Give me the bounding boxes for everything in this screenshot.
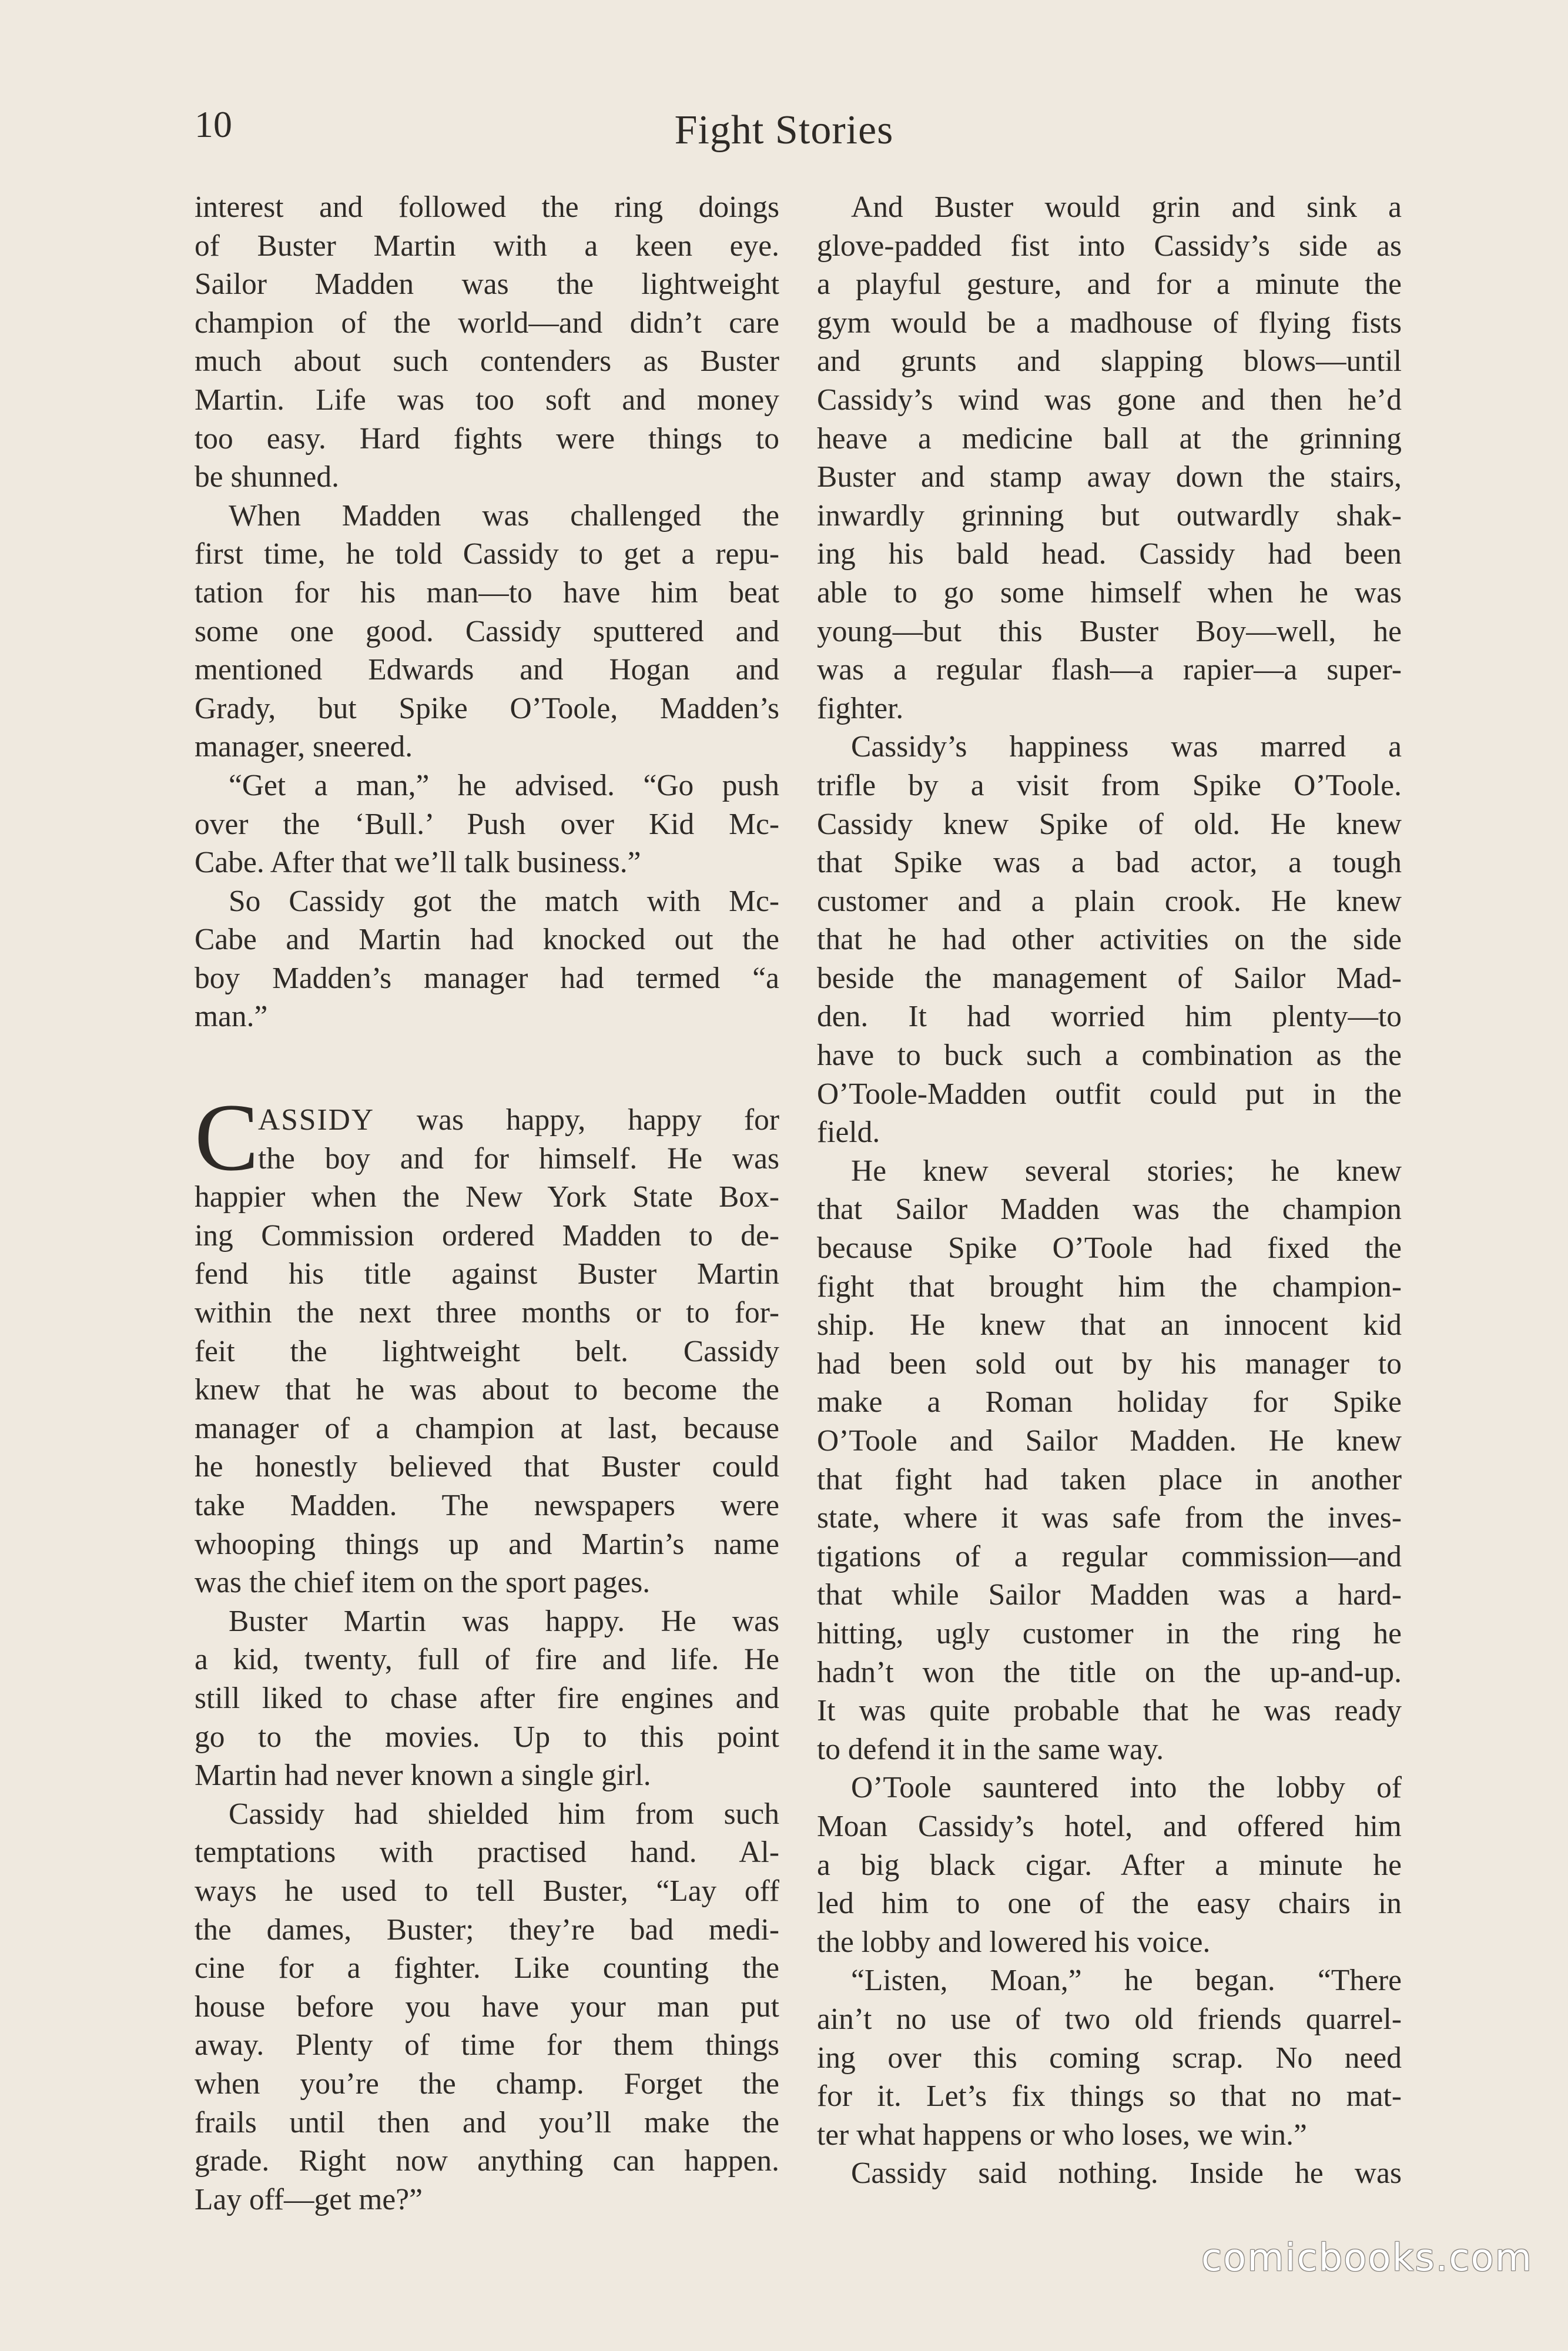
text-line: frails until then and you’ll make the xyxy=(195,2105,779,2139)
text-line: was the chief item on the sport pages. xyxy=(195,1566,651,1600)
text-line: trifle by a visit from Spike O’Toole. xyxy=(817,768,1402,802)
text-line: that he had other activities on the side xyxy=(817,923,1402,957)
text-line: because Spike O’Toole had fixed the xyxy=(817,1231,1402,1265)
text-line: Cassidy’s happiness was marred a xyxy=(851,730,1402,764)
text-line: Martin had never known a single girl. xyxy=(195,1759,651,1793)
text-line: able to go some himself when he was xyxy=(817,575,1402,609)
text-line: Cassidy said nothing. Inside he was xyxy=(851,2156,1402,2191)
text-line: whooping things up and Martin’s name xyxy=(195,1527,779,1561)
text-line: “Get a man,” he advised. “Go push xyxy=(229,768,779,802)
text-line: O’Toole-Madden outfit could put in the xyxy=(817,1077,1402,1111)
text-line: away. Plenty of time for them things xyxy=(195,2028,779,2062)
text-line: Martin. Life was too soft and money xyxy=(195,383,779,417)
text-line: Buster Martin was happy. He was xyxy=(229,1604,779,1638)
text-line: that Spike was a bad actor, a tough xyxy=(817,846,1402,880)
text-line: and grunts and slapping blows—until xyxy=(817,344,1402,379)
text-line: ship. He knew that an innocent kid xyxy=(817,1308,1402,1342)
text-line: much about such contenders as Buster xyxy=(195,344,779,379)
text-line: man.” xyxy=(195,1000,268,1034)
text-line: ter what happens or who loses, we win.” xyxy=(817,2118,1307,2152)
text-line: ing his bald head. Cassidy had been xyxy=(817,537,1402,571)
text-line: field. xyxy=(817,1116,880,1150)
text-line: grade. Right now anything can happen. xyxy=(195,2144,779,2178)
text-line: ways he used to tell Buster, “Lay off xyxy=(195,1874,779,1908)
text-line: was a regular flash—a rapier—a super- xyxy=(817,653,1402,687)
text-line: had been sold out by his manager to xyxy=(817,1347,1402,1381)
text-line: knew that he was about to become the xyxy=(195,1373,779,1407)
text-line: temptations with practised hand. Al- xyxy=(195,1836,779,1870)
text-line: young—but this Buster Boy—well, he xyxy=(817,614,1402,648)
text-line: manager, sneered. xyxy=(195,730,413,764)
text-line: champion of the world—and didn’t care xyxy=(195,306,779,340)
text-line: ain’t no use of two old friends quarrel- xyxy=(817,2002,1402,2036)
text-line: customer and a plain crook. He knew xyxy=(817,884,1402,918)
text-line: led him to one of the easy chairs in xyxy=(817,1887,1402,1921)
text-line: he honestly believed that Buster could xyxy=(195,1450,779,1484)
text-line: And Buster would grin and sink a xyxy=(851,190,1402,224)
section-lead-rest: was happy, happy for xyxy=(374,1103,779,1137)
text-line: glove-padded fist into Cassidy’s side as xyxy=(817,229,1402,263)
page-number: 10 xyxy=(195,103,232,145)
text-line: fight that brought him the champion- xyxy=(817,1270,1402,1304)
text-line: some one good. Cassidy sputtered and xyxy=(195,614,779,648)
text-line: the lobby and lowered his voice. xyxy=(817,1925,1211,1959)
text-line: ing over this coming scrap. No need xyxy=(817,2041,1402,2075)
text-line: Cassidy’s wind was gone and then he’d xyxy=(817,383,1402,417)
text-line: a kid, twenty, full of fire and life. He xyxy=(195,1643,779,1677)
text-line: make a Roman holiday for Spike xyxy=(817,1385,1402,1419)
text-line: O’Toole sauntered into the lobby of xyxy=(851,1771,1402,1805)
text-line: manager of a champion at last, because xyxy=(195,1411,779,1445)
text-line: within the next three months or to for- xyxy=(195,1296,779,1330)
text-line: den. It had worried him plenty—to xyxy=(817,1000,1402,1034)
section-lead-line xyxy=(195,1101,779,1140)
text-line: Sailor Madden was the lightweight xyxy=(195,267,779,302)
text-line: too easy. Hard fights were things to xyxy=(195,421,779,456)
text-line: a playful gesture, and for a minute the xyxy=(817,267,1402,302)
running-title: Fight Stories xyxy=(674,108,894,153)
section-lead-smallcaps: ASSIDY xyxy=(258,1103,375,1137)
text-line: interest and followed the ring doings xyxy=(195,190,779,224)
text-line: still liked to chase after fire engines and xyxy=(195,1681,779,1715)
text-line: for it. Let’s fix things so that no mat- xyxy=(817,2079,1402,2114)
text-line: Cabe. After that we’ll talk business.” xyxy=(195,846,641,880)
text-line: first time, he told Cassidy to get a repu- xyxy=(195,537,779,571)
watermark: comicbooks.com xyxy=(1201,2236,1533,2280)
text-line: hadn’t won the title on the up-and-up. xyxy=(817,1655,1402,1689)
text-line: So Cassidy got the match with Mc- xyxy=(229,884,779,918)
text-line: tigations of a regular commission—and xyxy=(817,1539,1402,1573)
text-line: Moan Cassidy’s hotel, and offered him xyxy=(817,1809,1402,1843)
text-line: state, where it was safe from the inves- xyxy=(817,1501,1402,1535)
right-column xyxy=(817,188,1402,2193)
text-line: over the ‘Bull.’ Push over Kid Mc- xyxy=(195,807,779,841)
text-line: the dames, Buster; they’re bad medi- xyxy=(195,1913,779,1947)
text-line: Cabe and Martin had knocked out the xyxy=(195,923,779,957)
text-line: go to the movies. Up to this point xyxy=(195,1720,779,1754)
text-line: a big black cigar. After a minute he xyxy=(817,1848,1402,1882)
text-line: that while Sailor Madden was a hard- xyxy=(817,1578,1402,1612)
text-line: when you’re the champ. Forget the xyxy=(195,2067,779,2101)
text-line: beside the management of Sailor Mad- xyxy=(817,961,1402,995)
text-line: feit the lightweight belt. Cassidy xyxy=(195,1334,779,1368)
text-line: O’Toole and Sailor Madden. He knew xyxy=(817,1424,1402,1458)
text-line: tation for his man—to have him beat xyxy=(195,575,779,609)
text-line: take Madden. The newspapers were xyxy=(195,1489,779,1522)
text-line: Grady, but Spike O’Toole, Madden’s xyxy=(195,691,779,725)
text-line: He knew several stories; he knew xyxy=(851,1154,1402,1188)
text-line: Cassidy knew Spike of old. He knew xyxy=(817,807,1402,841)
text-line: house before you have your man put xyxy=(195,1990,779,2024)
text-line: to defend it in the same way. xyxy=(817,1732,1164,1766)
text-line: When Madden was challenged the xyxy=(229,498,779,533)
text-line: cine for a fighter. Like counting the xyxy=(195,1951,779,1985)
text-line: mentioned Edwards and Hogan and xyxy=(195,653,779,687)
text-line: heave a medicine ball at the grinning xyxy=(817,421,1402,456)
text-line: hitting, ugly customer in the ring he xyxy=(817,1616,1402,1650)
section-break xyxy=(195,1036,779,1101)
left-column xyxy=(195,188,779,2219)
text-line: Buster and stamp away down the stairs, xyxy=(817,460,1402,494)
text-line: It was quite probable that he was ready xyxy=(817,1694,1402,1728)
text-line: that Sailor Madden was the champion xyxy=(817,1193,1402,1227)
text-line: the boy and for himself. He was xyxy=(258,1141,779,1176)
text-line: that fight had taken place in another xyxy=(817,1462,1402,1496)
text-line: “Listen, Moan,” he began. “There xyxy=(851,1964,1402,1998)
text-line: happier when the New York State Box- xyxy=(195,1180,779,1214)
text-line: ing Commission ordered Madden to de- xyxy=(195,1218,779,1252)
text-line: have to buck such a combination as the xyxy=(817,1039,1402,1073)
drop-cap-paragraph-start xyxy=(195,1084,779,1191)
text-line: inwardly grinning but outwardly shak- xyxy=(817,498,1402,533)
text-line: fend his title against Buster Martin xyxy=(195,1257,779,1291)
text-line: fighter. xyxy=(817,691,904,725)
text-line: boy Madden’s manager had termed “a xyxy=(195,961,779,995)
text-line: of Buster Martin with a keen eye. xyxy=(195,229,779,263)
text-line: Cassidy had shielded him from such xyxy=(229,1797,779,1831)
text-line: Lay off—get me?” xyxy=(195,2182,423,2216)
text-line: gym would be a madhouse of flying fists xyxy=(817,306,1402,340)
text-line: be shunned. xyxy=(195,460,340,494)
drop-cap: C xyxy=(195,1084,259,1191)
